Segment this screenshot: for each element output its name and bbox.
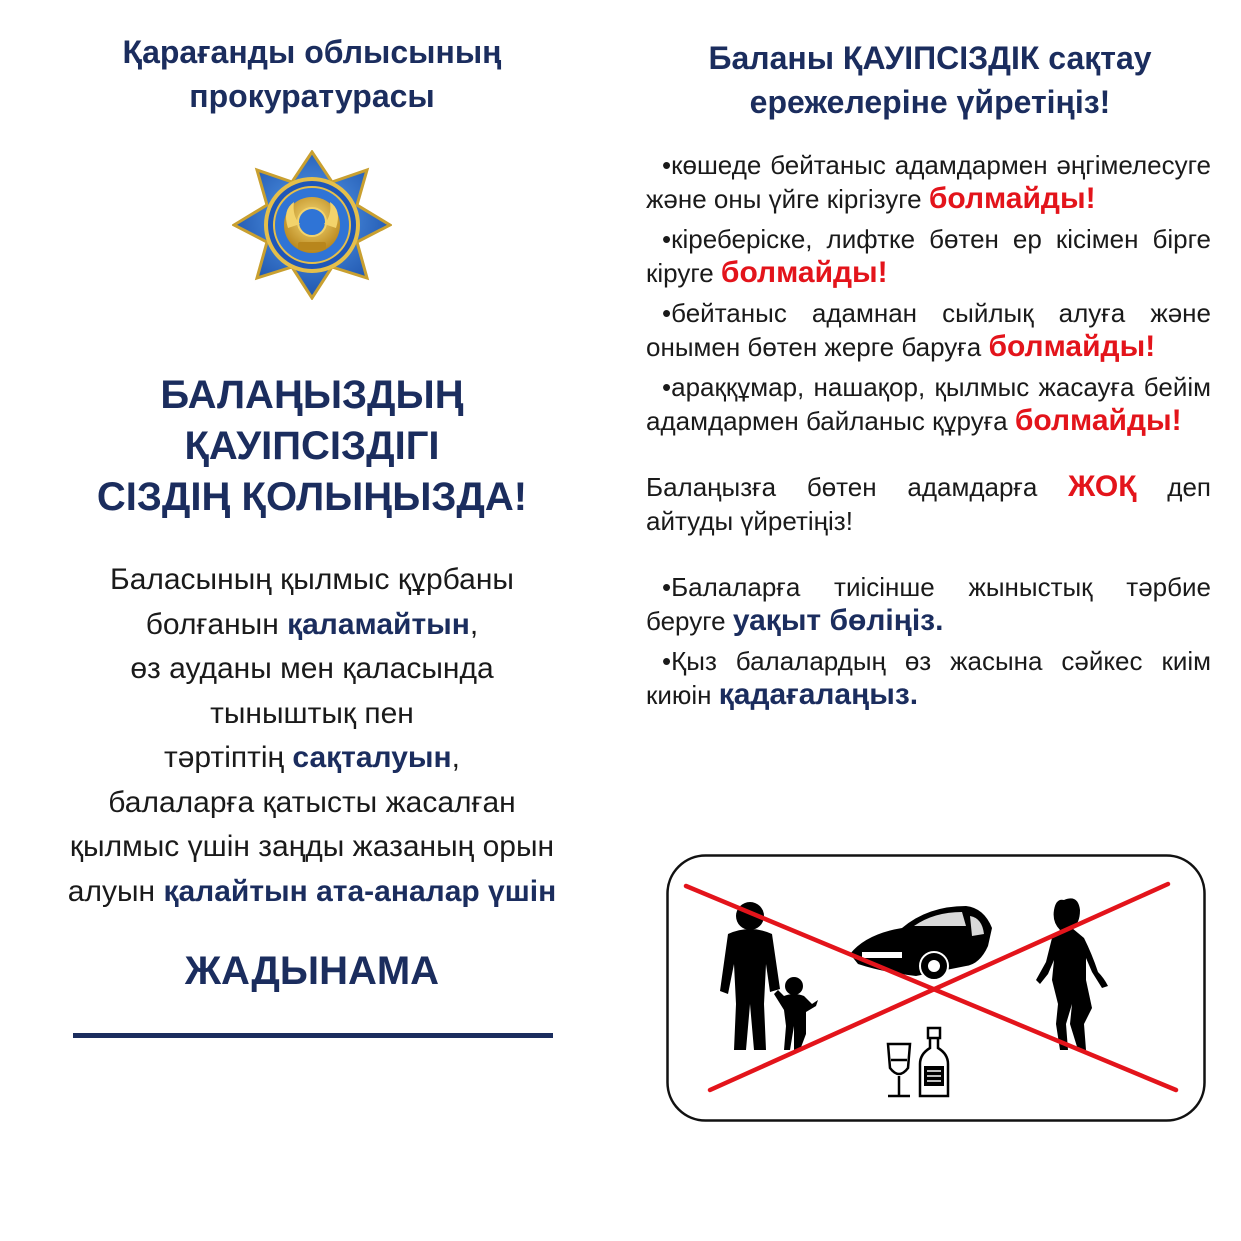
safety-rules-title-line-2: ережелеріне үйретіңіз! <box>749 84 1111 120</box>
org-title-line-1: Қарағанды облысының <box>122 34 502 70</box>
spacer <box>646 544 1211 570</box>
appeal-text: тәртіптің <box>164 741 293 774</box>
prosecutor-emblem-icon <box>232 150 392 300</box>
rule-text: бейтаныс адамнан сыйлық алуға және онымен бөтен жерге баруға <box>646 298 1211 362</box>
rule-item <box>646 148 1211 216</box>
advice-text: Қыз балалардың өз жасына сәйкес киім киюін <box>646 646 1211 710</box>
bullet: • <box>662 646 672 676</box>
appeal-text: , <box>469 607 479 641</box>
safety-rules-title <box>640 36 1220 124</box>
bullet: • <box>662 572 672 602</box>
rule-text: кіреберіске, лифтке бөтен ер кісімен бірге кіруге <box>646 224 1211 288</box>
advice-item <box>646 570 1211 638</box>
say-no-text: деп айтуды үйретіңіз! <box>646 472 1211 536</box>
bullet: • <box>662 224 672 254</box>
memo-title: ЖАДЫНАМА <box>184 949 440 993</box>
divider-line <box>73 1033 553 1038</box>
bullet: • <box>662 298 672 328</box>
parents-appeal <box>20 558 604 914</box>
appeal-text: болғанын <box>145 607 288 641</box>
rule-item <box>646 370 1211 438</box>
appeal-emphasis: қаламайтын <box>287 607 470 641</box>
slogan <box>30 370 594 523</box>
rule-text: көшеде бейтаныс адамдармен әңгімелесуге және оны үйге кіргізуге <box>646 150 1211 214</box>
appeal-emphasis: сақталуын <box>292 741 452 774</box>
slogan-line-2: ҚАУІПСІЗДІГІ <box>184 424 440 468</box>
appeal-line <box>20 736 604 781</box>
org-header <box>30 30 594 118</box>
say-no-text: Балаңызға бөтен адамдарға <box>646 472 1069 502</box>
prohibition-illustration <box>666 854 1206 1122</box>
appeal-text: , <box>451 741 460 774</box>
appeal-text: алуын <box>67 874 164 908</box>
rule-prohibition: болмайды! <box>988 330 1156 363</box>
appeal-line <box>20 870 604 915</box>
spacer <box>646 444 1211 470</box>
rule-item <box>646 296 1211 364</box>
safety-rules-list <box>646 148 1211 718</box>
safety-rules-title-line-1: Баланы ҚАУІПСІЗДІК сақтау <box>708 40 1152 76</box>
appeal-line: өз ауданы мен қаласында <box>130 652 494 685</box>
bullet: • <box>662 372 672 402</box>
advice-emphasis: уақыт бөліңіз. <box>732 604 944 637</box>
org-title-line-2: прокуратурасы <box>189 78 435 114</box>
rule-prohibition: болмайды! <box>1014 404 1182 437</box>
rule-item <box>646 222 1211 290</box>
rule-text: араққұмар, нашақор, қылмыс жасауға бейім адамдармен байланыс құруға <box>646 372 1211 436</box>
appeal-line: Баласының қылмыс құрбаны <box>110 563 514 596</box>
advice-item <box>646 644 1211 712</box>
appeal-line: тыныштық пен <box>210 696 414 730</box>
appeal-emphasis: қалайтын ата-аналар үшін <box>163 874 557 908</box>
appeal-line <box>20 603 604 648</box>
advice-text: Балаларға тиісінше жыныстық тәрбие беруге <box>646 572 1211 636</box>
slogan-line-3: СІЗДІҢ ҚОЛЫҢЫЗДА! <box>96 475 528 519</box>
bullet: • <box>662 150 672 180</box>
advice-emphasis: қадағалаңыз. <box>718 678 919 711</box>
appeal-line: балаларға қатысты жасалған <box>108 785 516 819</box>
say-no-advice <box>646 470 1211 538</box>
rule-prohibition: болмайды! <box>928 182 1096 215</box>
rule-prohibition: болмайды! <box>720 256 888 289</box>
slogan-line-1: БАЛАҢЫЗДЫҢ <box>160 373 464 417</box>
appeal-line: қылмыс үшін заңды жазаның орын <box>69 830 555 863</box>
say-no-word: ЖОҚ <box>1068 470 1137 503</box>
